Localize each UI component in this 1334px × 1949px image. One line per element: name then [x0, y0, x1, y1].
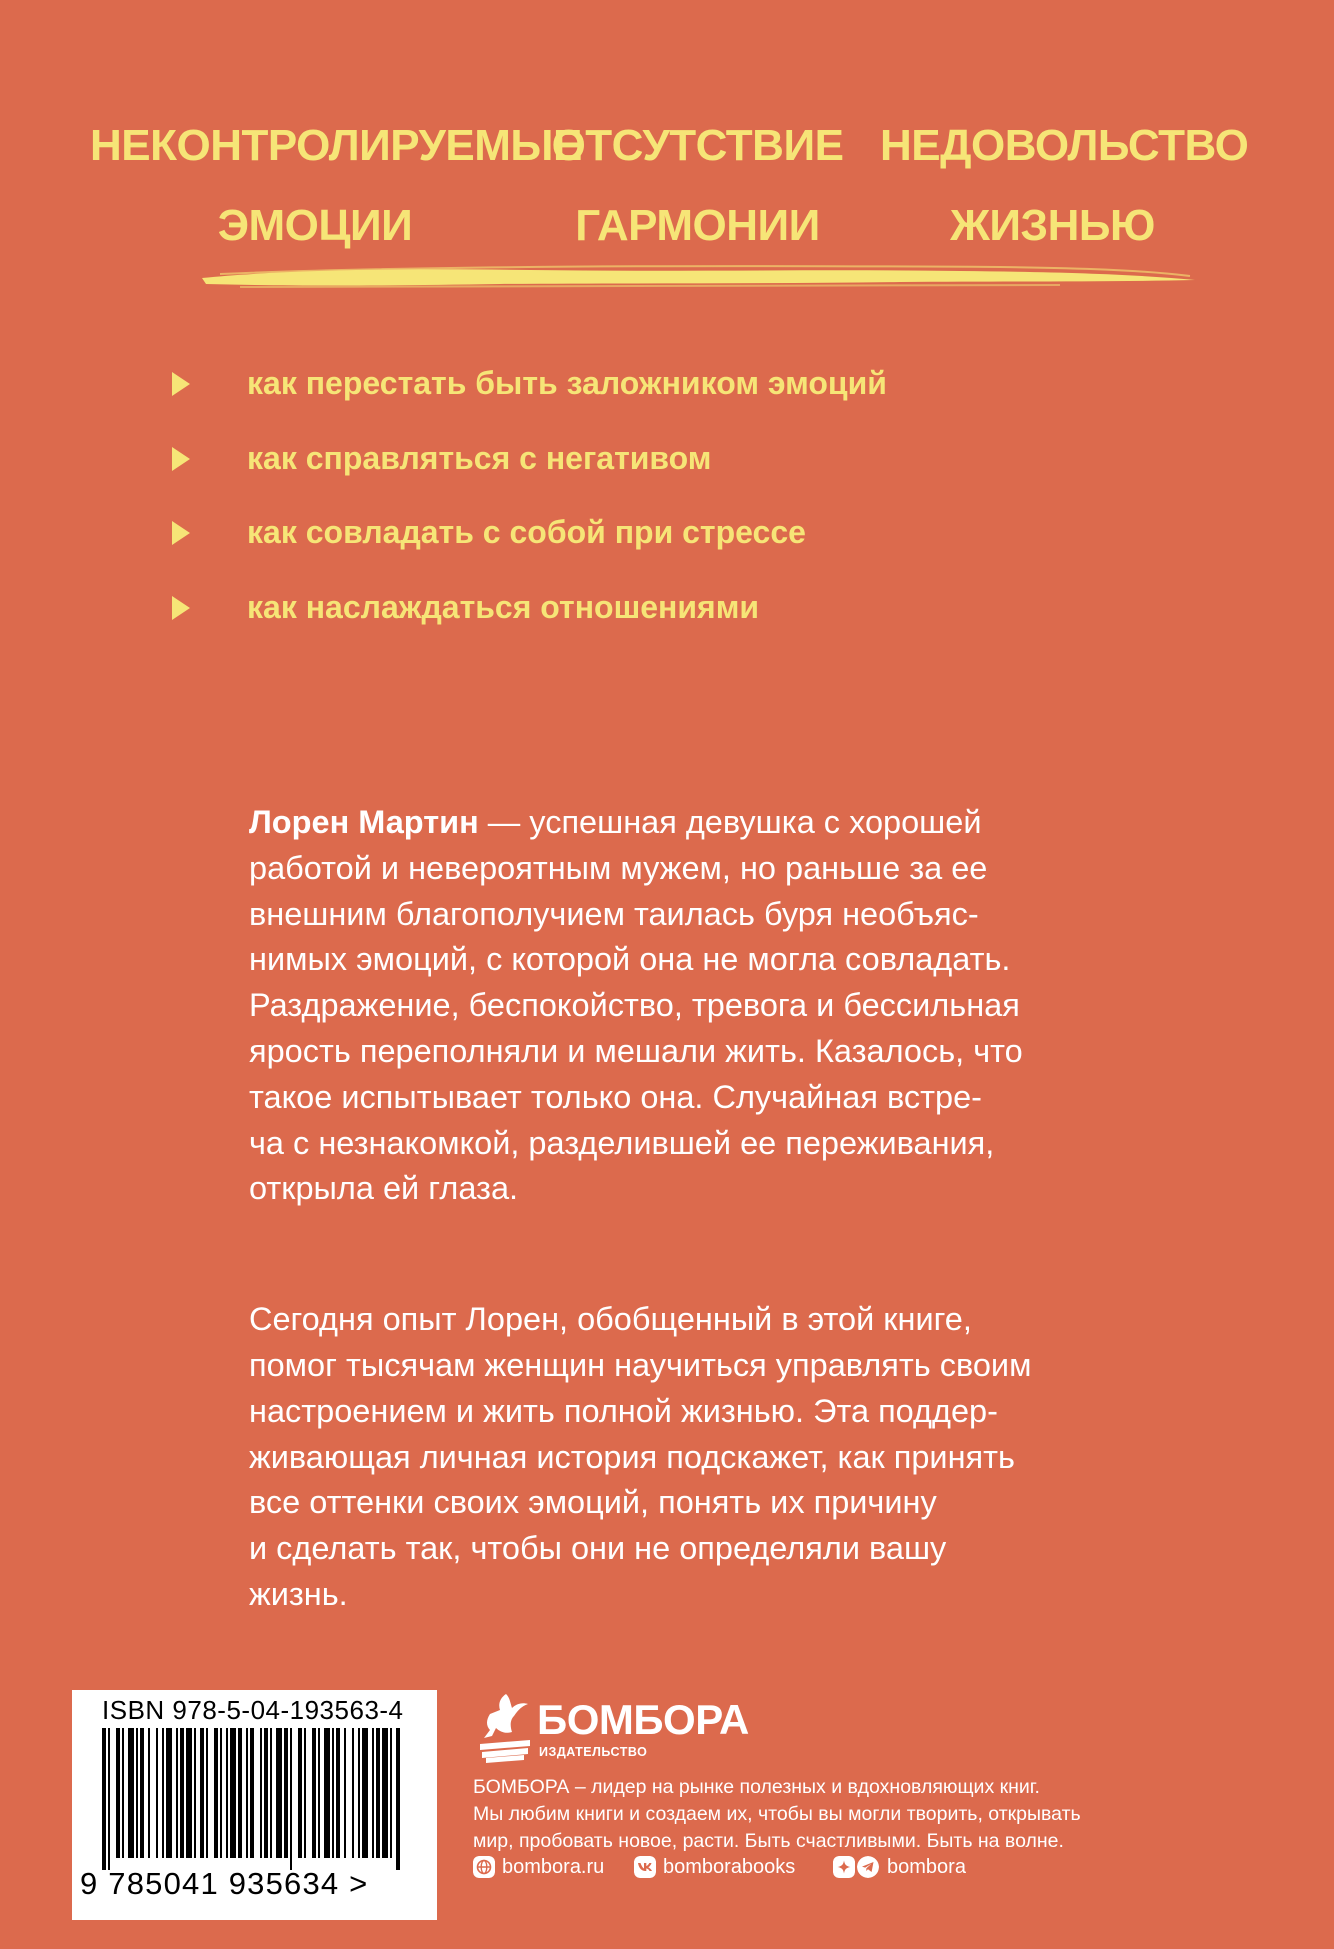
- barcode-bar: [344, 1728, 346, 1858]
- barcode-bar: [230, 1728, 236, 1858]
- barcode-bar: [148, 1728, 150, 1858]
- barcode-bar: [264, 1728, 268, 1858]
- barcode-bar: [372, 1728, 374, 1858]
- isbn-label: ISBN 978-5-04-193563-4: [102, 1695, 404, 1725]
- headline-line: НЕКОНТРОЛИРУЕМЫЕ: [90, 121, 582, 170]
- desc-line: открыла ей глаза.: [249, 1170, 519, 1207]
- about-line: БОМБОРА – лидер на рынке полезных и вдохновляющих книг.: [473, 1776, 1040, 1798]
- isbn-barcode-box: [72, 1690, 437, 1920]
- description-paragraph-2: [249, 1297, 1179, 1618]
- barcode-bar: [116, 1728, 120, 1858]
- barcode-bar: [290, 1728, 292, 1870]
- headline-uncontrolled-emotions: [90, 106, 582, 266]
- about-line: мир, пробовать новое, расти. Быть счастливыми. Быть на волне.: [473, 1830, 1064, 1852]
- desc-line: Сегодня опыт Лорен, обобщенный в этой книге,: [249, 1301, 972, 1338]
- desc-line: — успешная девушка с хорошей: [478, 804, 982, 840]
- desc-line: жизнь.: [249, 1575, 348, 1612]
- barcode-bar: [176, 1728, 178, 1858]
- list-item-text: как перестать быть заложником эмоций: [247, 365, 887, 401]
- desc-line: живающая личная история подскажет, как принять: [249, 1438, 1015, 1475]
- desc-line: настроением и жить полной жизнью. Эта поддер-: [249, 1392, 998, 1429]
- headline-life-dissatisfaction: [880, 106, 1249, 266]
- desc-line: все оттенки своих эмоций, понять их причину: [249, 1484, 937, 1521]
- desc-line: нимых эмоций, с которой она не могла совладать.: [249, 941, 1011, 978]
- book-description: [249, 800, 1179, 1618]
- barcode-bar: [214, 1728, 218, 1858]
- plus-icon: [833, 1856, 855, 1878]
- barcode-bar: [390, 1728, 392, 1858]
- desc-line: помог тысячам женщин научиться управлять своим: [249, 1346, 1032, 1383]
- barcode-bar: [162, 1728, 164, 1858]
- barcode-bar: [336, 1728, 340, 1858]
- barcode-bar: [352, 1728, 354, 1858]
- list-item: [168, 579, 1168, 654]
- social-label: bombora: [887, 1856, 966, 1878]
- headline-line: ЭМОЦИИ: [217, 201, 413, 250]
- barcode-bar: [312, 1728, 316, 1858]
- barcode-bar: [180, 1728, 184, 1858]
- barcode-number: 9 785041 935634 >: [80, 1866, 369, 1901]
- triangle-bullet-icon: [172, 372, 190, 396]
- description-paragraph-1: [249, 800, 1179, 1212]
- benefits-list: [168, 355, 1168, 653]
- barcode-bar: [318, 1728, 320, 1858]
- brush-stroke-divider: [200, 262, 1200, 292]
- barcode-bar: [332, 1728, 334, 1858]
- telegram-icon: [857, 1856, 879, 1878]
- barcode-bar: [270, 1728, 272, 1858]
- barcode-bar: [128, 1728, 134, 1858]
- list-item: [168, 355, 1168, 430]
- barcode-bar: [260, 1728, 262, 1858]
- desc-line: ча с незнакомкой, разделившей ее переживания,: [249, 1124, 995, 1161]
- bombora-logo-icon: [476, 1692, 534, 1764]
- publisher-name: БОМБОРА: [537, 1696, 749, 1743]
- barcode-bar: [108, 1728, 110, 1870]
- barcode-bar: [396, 1728, 400, 1870]
- social-label: bomborabooks: [663, 1856, 796, 1878]
- barcode-bar: [194, 1728, 196, 1858]
- vk-icon: [634, 1856, 656, 1878]
- barcode-bar: [102, 1728, 106, 1870]
- desc-line: и сделать так, чтобы они не определяли вашу: [249, 1530, 947, 1567]
- barcode-bar: [186, 1728, 192, 1858]
- desc-line: внешним благополучием таилась буря необъяс-: [249, 895, 979, 932]
- barcode-bar: [284, 1728, 288, 1858]
- barcode-bar: [382, 1728, 388, 1858]
- headline-line: НЕДОВОЛЬСТВО: [880, 121, 1249, 170]
- barcode-bar: [362, 1728, 368, 1858]
- list-item: [168, 430, 1168, 505]
- barcode-bar: [304, 1728, 306, 1858]
- barcode-bar: [276, 1728, 282, 1858]
- barcode-bar: [122, 1728, 124, 1858]
- list-item: [168, 504, 1168, 579]
- headline-line: ГАРМОНИИ: [575, 201, 820, 250]
- publisher-about: [473, 1774, 1233, 1855]
- author-name: Лорен Мартин: [249, 804, 479, 840]
- barcode-bar: [238, 1728, 242, 1858]
- barcode-bar: [226, 1728, 228, 1858]
- barcode-bar: [140, 1728, 144, 1858]
- globe-icon: [473, 1856, 495, 1878]
- barcode-bar: [156, 1728, 158, 1858]
- barcode-bar: [358, 1728, 360, 1858]
- barcode-graphic: [102, 1728, 407, 1870]
- barcode-bar: [200, 1728, 204, 1858]
- desc-line: такое испытывает только она. Случайная встре-: [249, 1078, 982, 1115]
- barcode-bar: [136, 1728, 138, 1858]
- desc-line: работой и невероятным мужем, но раньше за ее: [249, 849, 988, 886]
- headline-line: ОТСУТСТВИЕ: [551, 121, 844, 170]
- barcode-bar: [298, 1728, 302, 1858]
- barcode-bar: [166, 1728, 172, 1858]
- barcode-bar: [324, 1728, 330, 1858]
- desc-line: Раздражение, беспокойство, тревога и бессильная: [249, 987, 1020, 1024]
- triangle-bullet-icon: [172, 521, 190, 545]
- barcode-bar: [246, 1728, 248, 1858]
- publisher-subtitle: ИЗДАТЕЛЬСТВО: [539, 1745, 648, 1759]
- list-item-text: как совладать с собой при стрессе: [247, 514, 806, 550]
- about-line: Мы любим книги и создаем их, чтобы вы могли творить, открывать: [473, 1803, 1081, 1825]
- social-label: bombora.ru: [502, 1856, 605, 1878]
- barcode-bar: [250, 1728, 254, 1858]
- barcode-bar: [376, 1728, 380, 1858]
- desc-line: ярость переполняли и мешали жить. Казалось, что: [249, 1032, 1023, 1069]
- triangle-bullet-icon: [172, 596, 190, 620]
- barcode-bar: [206, 1728, 208, 1858]
- list-item-text: как справляться с негативом: [247, 439, 712, 476]
- barcode-bar: [220, 1728, 222, 1858]
- headline-no-harmony: [540, 106, 855, 266]
- list-item-text: как наслаждаться отношениями: [247, 588, 760, 625]
- headline-line: ЖИЗНЬЮ: [950, 201, 1155, 250]
- triangle-bullet-icon: [172, 447, 190, 471]
